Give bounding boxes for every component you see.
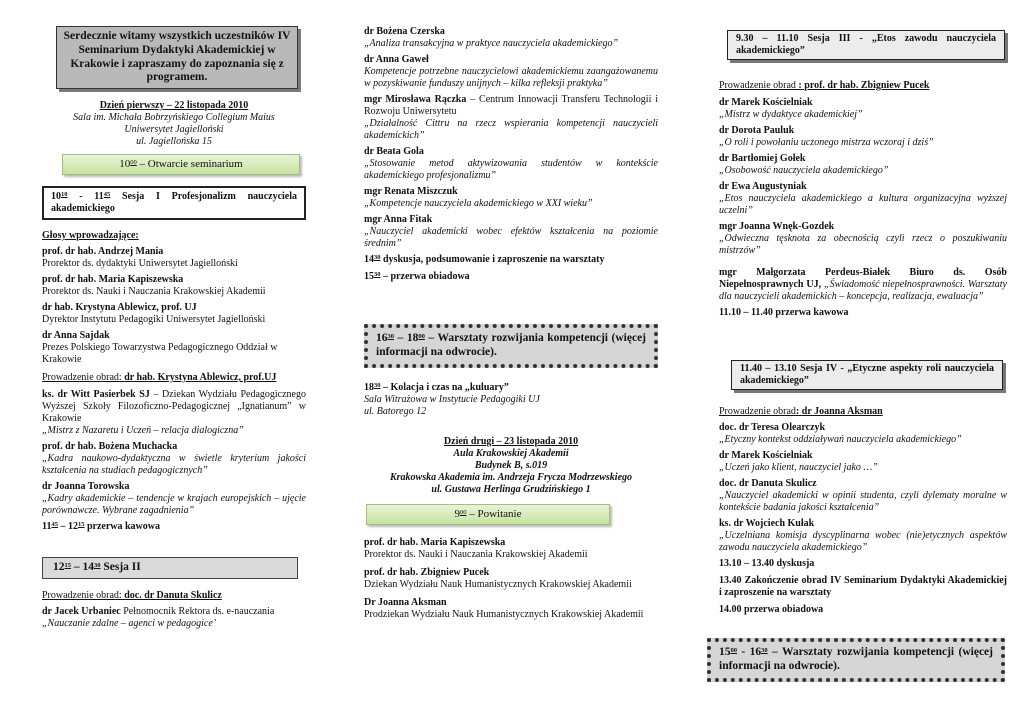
coffee-break-2: 11.10 – 11.40 przerwa kawowa [719, 307, 849, 318]
session2-start-sup: 15 [64, 562, 71, 569]
talk-item [719, 97, 1007, 121]
day2-heading: Dzień drugi – 23 listopada 2010 [443, 436, 579, 447]
speaker-name: dr Marek Kościelniak [719, 450, 813, 461]
talk-item [42, 481, 306, 517]
talk-item [719, 125, 1007, 149]
closing-item: 13.40 Zakończenie obrad IV Seminarium Dydaktyki Akademickiej i zaproszenie na warsztaty [719, 575, 1007, 598]
talk-title: „Osobowość nauczyciela akademickiego” [719, 165, 889, 176]
day2-venue-line2: Budynek B, s.019 [474, 460, 548, 471]
workshop2-end-sup: 30 [761, 647, 768, 654]
talk-item [364, 146, 658, 182]
session1-box [42, 186, 306, 220]
welcome2-time-sup: 00 [460, 509, 467, 516]
talk-title: „Nauczyciel akademicki wobec efektów kształcenia na poziomie średnim” [364, 226, 658, 249]
break-start: 11 [42, 521, 52, 532]
talk-title: „Uczeń jako klient, nauczyciel jako …” [719, 462, 878, 473]
talk-title: „Kadry akademickie – tendencje w krajach europejskich – ujęcie porównawcze. Wybrane zagadnienia” [42, 493, 306, 516]
speaker-name: dr Jacek Urbaniec [42, 606, 121, 617]
talk-title: „Kompetencje nauczyciela akademickiego w XXI wieku” [364, 198, 593, 209]
workshop2-start: 15 [719, 646, 731, 658]
talk-item [42, 389, 306, 437]
day2-venue-line1: Aula Krakowskiej Akademii [453, 448, 569, 459]
chair-name: : dr Joanna Aksman [795, 406, 883, 417]
day1-venue-line2: Uniwersytet Jagielloński [124, 124, 224, 135]
break-end: – 12 [57, 521, 78, 532]
opening-text: – Otwarcie seminarium [136, 158, 243, 170]
chair-name: dr hab. Krystyna Ablewicz, prof.UJ [124, 372, 277, 383]
workshop2-end: - 16 [737, 646, 762, 658]
chair-name: : prof. dr hab. Zbigniew Pucek [798, 80, 930, 91]
session1-end: - 11 [67, 191, 104, 202]
speaker-name: mgr Anna Fitak [364, 214, 433, 225]
lunch-time: 15 [364, 271, 374, 282]
talk-title: „Mistrz w dydaktyce akademickiej” [719, 109, 863, 120]
welcome-box [56, 26, 298, 89]
day2-header [364, 436, 658, 496]
speaker-role: Prorektor ds. dydaktyki Uniwersytet Jagielloński [42, 258, 238, 269]
chair-label: Prowadzenie obrad [719, 80, 799, 91]
workshop-box-day1 [364, 324, 658, 368]
session1-talks-continued [364, 26, 658, 283]
speaker-role: Prodziekan Wydziału Nauk Humanistycznych Krakowskiej Akademii [364, 609, 644, 620]
session2-title: Sesja II [100, 561, 141, 573]
welcome-banner-day2 [366, 504, 610, 525]
speaker-name: ks. dr Witt Pasierbek SJ [42, 389, 150, 400]
session3-content [719, 80, 1007, 319]
dinner-time: 18 [364, 382, 374, 393]
welcome-speaker [364, 597, 658, 621]
talk-item [42, 606, 306, 630]
speaker-name: dr Anna Gaweł [364, 54, 429, 65]
discussion-2: 13.10 – 13.40 dyskusja [719, 558, 815, 569]
speaker-role: Pełnomocnik Rektora ds. e-nauczania [120, 606, 275, 617]
session4-box [731, 360, 1003, 390]
chair-name: doc. dr Danuta Skulicz [124, 590, 222, 601]
speaker-name: dr Beata Gola [364, 146, 424, 157]
workshop-box-day2 [707, 638, 1005, 682]
speaker-name: doc. dr Danuta Skulicz [719, 478, 817, 489]
speaker-role: Prorektor ds. Nauki i Nauczania Krakowskiej Akademii [42, 286, 266, 297]
speaker-name: dr Marek Kościelniak [719, 97, 813, 108]
day1-header [42, 100, 306, 148]
session1-content [42, 230, 306, 533]
discussion-time-sup: 30 [374, 254, 381, 261]
talk-title: „Etos nauczyciela akademickiego a kultura organizacyjna wyższej uczelni” [719, 193, 1007, 216]
speaker-name: dr Joanna Torowska [42, 481, 130, 492]
welcome2-time: 9 [454, 508, 460, 520]
welcome2-text: – Powitanie [466, 508, 522, 520]
workshop2-start-sup: 00 [730, 647, 737, 654]
chair1 [42, 372, 306, 384]
chair-label: Prowadzenie obrad: [42, 590, 125, 601]
talk-title: „Analiza transakcyjna w praktyce nauczyciela akademickiego” [364, 38, 619, 49]
talk-title: „O roli i powołaniu uczonego mistrza wczoraj i dziś” [719, 137, 934, 148]
session2-box [42, 557, 298, 579]
dinner-item [364, 382, 658, 394]
talk-item [42, 441, 306, 477]
speaker-name: mgr Renata Miszczuk [364, 186, 458, 197]
lunch-text: – przerwa obiadowa [380, 271, 470, 282]
talk-item [719, 478, 1007, 514]
intro-heading: Głosy wprowadzające: [42, 230, 139, 241]
chair-label: Prowadzenie obrad [719, 406, 796, 417]
break-end-sup: 15 [77, 521, 85, 528]
talk-title: „Mistrz z Nazaretu i Uczeń – relacja dialogiczna” [42, 425, 244, 436]
talk-item [364, 94, 658, 142]
chair3 [719, 80, 1007, 92]
session1-end-sup: 45 [103, 191, 111, 198]
dinner-text: – Kolacja i czas na „kuluary” [380, 382, 509, 393]
speaker-name: prof. dr hab. Zbigniew Pucek [364, 567, 490, 578]
dinner-place: Sala Witrażowa w Instytucie Pedagogiki UJ [364, 394, 540, 405]
talk-title: „Nauczyciel akademicki w opinii studenta, czyli dylematy moralne w kontekście badania jakości kształcenia” [719, 490, 1007, 513]
workshop2-text: – Warsztaty rozwijania kompetencji (więcej informacji na odwrocie). [719, 646, 993, 672]
speaker-role: – Dziekan Wydziału Pedagogicznego Wyższej Szkoły Filozoficzno-Pedagogicznej „Ignatianum” w Krakowie [42, 389, 306, 424]
session1-title: Sesja I Profesjonalizm nauczyciela akademickiego [51, 191, 298, 214]
speaker-role: – Centrum Innowacji Transferu Technologii i Rozwoju Uniwersytetu [364, 94, 658, 117]
dinner-block [364, 382, 658, 418]
session1-start: 10 [51, 191, 61, 202]
workshop-text: – Warsztaty rozwijania kompetencji (więcej informacji na odwrocie). [376, 332, 647, 358]
welcome-speaker [364, 567, 658, 591]
session3-title: 9.30 – 11.10 Sesja III - „Etos zawodu nauczyciela akademickiego” [736, 33, 996, 56]
talk-title: „Uczelniana komisja dyscyplinarna wobec (nie)etycznych aspektów zawodu nauczyciela akademickiego” [719, 530, 1007, 553]
chair4 [719, 406, 1007, 418]
day2-venue-line4: ul. Gustawa Herlinga Grudzińskiego 1 [431, 484, 591, 495]
discussion-item [364, 254, 658, 266]
session2-start: 12 [53, 561, 65, 573]
talk-title: „Działalność Cittru na rzecz wspierania kompetencji nauczycieli akademickich” [364, 118, 658, 141]
day1-heading: Dzień pierwszy – 22 listopada 2010 [99, 100, 249, 111]
speaker-name: mgr Małgorzata Perdeus-Białek Biuro ds. Osób Niepełnosprawnych UJ, [719, 267, 1007, 290]
speaker-role: Dyrektor Instytutu Pedagogiki Uniwersytet Jagielloński [42, 314, 266, 325]
discussion-time: 14 [364, 254, 374, 265]
intro-speaker [42, 330, 306, 366]
speaker-name: dr Ewa Augustyniak [719, 181, 807, 192]
speaker-name: prof. dr hab. Andrzej Mania [42, 246, 164, 257]
opening-time-sup: 00 [130, 159, 137, 166]
talk-item [364, 54, 658, 90]
talk-item [719, 518, 1007, 554]
lunch-time-sup: 30 [374, 271, 381, 278]
speaker-role: Prezes Polskiego Towarzystwa Pedagogicznego Oddział w Krakowie [42, 342, 278, 365]
welcome-text: Serdecznie witamy wszystkich uczestników IV Seminarium Dydaktyki Akademickiej w Krakowie i zapraszamy do zapoznania się z programem. [63, 30, 291, 84]
talk-item [719, 267, 1007, 303]
workshop-end-sup: 00 [418, 333, 425, 340]
talk-item [719, 422, 1007, 446]
talk-title: „Stosowanie metod aktywizowania studentów w kontekście akademickiego profesjonalizmu” [364, 158, 658, 181]
intro-speaker [42, 274, 306, 298]
break-text: przerwa kawowa [84, 521, 160, 532]
day1-venue-line1: Sala im. Michała Bobrzyńskiego Collegium Maius [73, 112, 275, 123]
chair2 [42, 590, 306, 602]
talk-title: Kompetencje potrzebne nauczycielowi akademickiemu zaangażowanemu w pozyskiwanie funduszy unijnych – kilka refleksji praktyka” [364, 66, 658, 89]
workshop-end: – 18 [394, 332, 419, 344]
chair-label: Prowadzenie obrad: [42, 372, 125, 383]
opening-time: 10 [119, 158, 131, 170]
coffee-break-1 [42, 521, 306, 533]
talk-title: „Etyczny kontekst oddziaływań nauczyciela akademickiego” [719, 434, 962, 445]
speaker-role: Dziekan Wydziału Nauk Humanistycznych Krakowskiej Akademii [364, 579, 632, 590]
welcome-speaker [364, 537, 658, 561]
talk-item [719, 153, 1007, 177]
dinner-address: ul. Batorego 12 [364, 406, 427, 417]
welcome-speakers [364, 537, 658, 621]
break-start-sup: 45 [51, 521, 58, 528]
speaker-name: prof. dr hab. Maria Kapiszewska [364, 537, 506, 548]
speaker-name: mgr Mirosława Rączka [364, 94, 467, 105]
speaker-name: dr hab. Krystyna Ablewicz, prof. UJ [42, 302, 197, 313]
workshop-start-sup: 30 [387, 333, 394, 340]
day1-venue-line3: ul. Jagiellońska 15 [136, 136, 212, 147]
talk-title: „Świadomość niepełnosprawności. Warsztaty dla nauczycieli akademickich – koncepcja, realizacja, ewaluacja” [719, 279, 1007, 302]
day2-venue-line3: Krakowska Akademia im. Andrzeja Frycza Modrzewskiego [389, 472, 633, 483]
speaker-name: prof. dr hab. Maria Kapiszewska [42, 274, 184, 285]
session2-end-sup: 30 [94, 562, 101, 569]
intro-speaker [42, 246, 306, 270]
intro-speaker [42, 302, 306, 326]
session4-content [719, 406, 1007, 616]
lunch-item [364, 271, 658, 283]
opening-banner [62, 154, 300, 175]
talk-title: „Kadra naukowo-dydaktyczna w świetle kryterium jakości kształcenia na studiach pedagogicznych” [42, 453, 306, 476]
speaker-name: dr Dorota Pauluk [719, 125, 795, 136]
speaker-name: dr Anna Sajdak [42, 330, 110, 341]
speaker-name: mgr Joanna Wnęk-Gozdek [719, 221, 835, 232]
talk-item [719, 181, 1007, 217]
speaker-name: ks. dr Wojciech Kułak [719, 518, 815, 529]
dinner-time-sup: 30 [374, 382, 381, 389]
workshop-start: 16 [376, 332, 388, 344]
talk-title: „Odwieczna tęsknota za obecnością czyli rzecz o poszukiwaniu mistrzów” [719, 233, 1007, 256]
speaker-name: dr Bożena Czerska [364, 26, 445, 37]
speaker-name: Dr Joanna Aksman [364, 597, 447, 608]
session2-content [42, 590, 306, 630]
lunch-2: 14.00 przerwa obiadowa [719, 604, 824, 615]
speaker-name: prof. dr hab. Bożena Muchacka [42, 441, 178, 452]
talk-title: „Nauczanie zdalne – agenci w pedagogice’ [42, 618, 217, 629]
speaker-name: dr Bartłomiej Gołek [719, 153, 806, 164]
session1-start-sup: 10 [61, 191, 68, 198]
session2-end: – 14 [71, 561, 94, 573]
speaker-role: Prorektor ds. Nauki i Nauczania Krakowskiej Akademii [364, 549, 588, 560]
talk-item [364, 26, 658, 50]
talk-item [719, 221, 1007, 257]
talk-item [364, 214, 658, 250]
speaker-name: doc. dr Teresa Olearczyk [719, 422, 826, 433]
discussion-text: dyskusja, podsumowanie i zaproszenie na warsztaty [380, 254, 605, 265]
session3-box [727, 30, 1005, 60]
talk-item [364, 186, 658, 210]
talk-item [719, 450, 1007, 474]
session4-title: 11.40 – 13.10 Sesja IV - „Etyczne aspekty roli nauczyciela akademickiego” [740, 363, 994, 386]
